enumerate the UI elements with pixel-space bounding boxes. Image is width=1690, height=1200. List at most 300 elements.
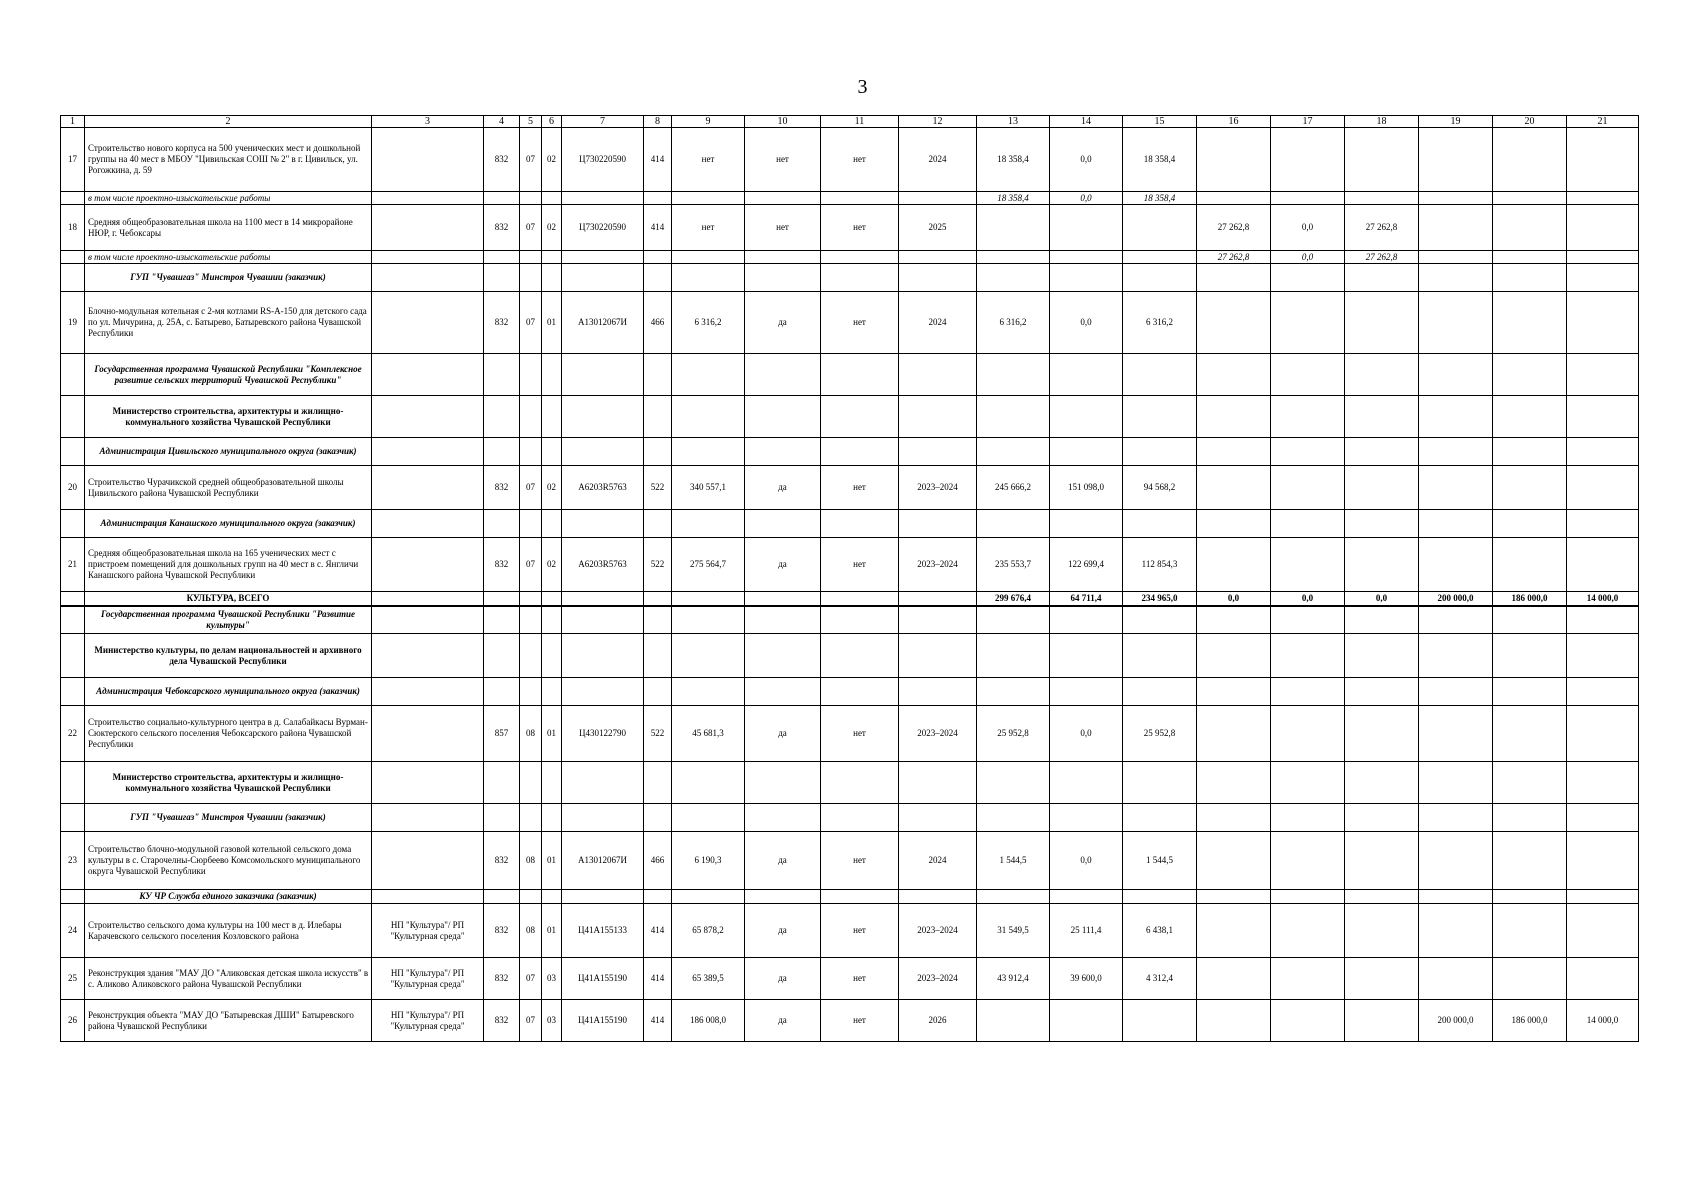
row-number [61, 890, 85, 904]
row-number: 19 [61, 292, 85, 354]
cell-col-4: 832 [484, 466, 520, 510]
row-number [61, 396, 85, 438]
cell-col-21 [1567, 292, 1639, 354]
cell-col-9 [672, 396, 745, 438]
cell-col-10: да [745, 904, 821, 958]
cell-col-20 [1493, 466, 1567, 510]
cell-col-4: 832 [484, 128, 520, 192]
cell-col-5 [520, 354, 542, 396]
cell-col-19 [1419, 904, 1493, 958]
cell-col-16 [1197, 354, 1271, 396]
cell-col-7 [562, 890, 644, 904]
cell-col-15: 25 952,8 [1123, 706, 1197, 762]
cell-col-8: 522 [644, 466, 672, 510]
cell-col-7 [562, 606, 644, 634]
cell-col-20 [1493, 678, 1567, 706]
cell-col-4 [484, 606, 520, 634]
group-label: Администрация Цивильского муниципального округа (заказчик) [85, 438, 372, 466]
cell-col-20 [1493, 804, 1567, 832]
cell-col-18 [1345, 904, 1419, 958]
cell-col-6 [542, 890, 562, 904]
cell-col-20 [1493, 606, 1567, 634]
including-label: в том числе проектно-изыскательские работы [85, 251, 372, 264]
cell-col-4 [484, 762, 520, 804]
cell-col-10: да [745, 832, 821, 890]
cell-col-13 [977, 205, 1050, 251]
cell-col-5 [520, 890, 542, 904]
cell-col-16 [1197, 438, 1271, 466]
cell-col-4 [484, 396, 520, 438]
cell-col-7 [562, 592, 644, 606]
table-row [61, 292, 1639, 354]
cell-col-6 [542, 762, 562, 804]
cell-col-3 [372, 192, 484, 205]
cell-col-6 [542, 354, 562, 396]
cell-col-5 [520, 634, 542, 678]
national-project [372, 706, 484, 762]
row-number [61, 438, 85, 466]
cell-col-6 [542, 251, 562, 264]
cell-col-6 [542, 592, 562, 606]
cell-col-7 [562, 804, 644, 832]
cell-col-20 [1493, 264, 1567, 292]
column-header-11: 11 [821, 116, 899, 128]
cell-col-8 [644, 354, 672, 396]
cell-col-18: 27 262,8 [1345, 205, 1419, 251]
cell-col-11 [821, 438, 899, 466]
national-project: НП "Культура"/ РП "Культурная среда" [372, 904, 484, 958]
cell-col-13: 235 553,7 [977, 538, 1050, 592]
cell-col-15 [1123, 354, 1197, 396]
header-row [61, 116, 1639, 128]
including-label: в том числе проектно-изыскательские работы [85, 192, 372, 205]
column-header-17: 17 [1271, 116, 1345, 128]
row-number [61, 634, 85, 678]
cell-col-7: А6203R5763 [562, 538, 644, 592]
cell-col-19 [1419, 958, 1493, 1000]
cell-col-21 [1567, 354, 1639, 396]
row-number: 17 [61, 128, 85, 192]
cell-col-6 [542, 634, 562, 678]
column-header-20: 20 [1493, 116, 1567, 128]
cell-col-18 [1345, 538, 1419, 592]
cell-col-14 [1050, 606, 1123, 634]
cell-col-12 [899, 890, 977, 904]
investment-table [60, 115, 1639, 1042]
cell-col-12: 2024 [899, 128, 977, 192]
cell-col-12 [899, 396, 977, 438]
cell-col-3 [372, 592, 484, 606]
cell-col-17 [1271, 678, 1345, 706]
cell-col-13: 31 549,5 [977, 904, 1050, 958]
cell-col-6: 01 [542, 706, 562, 762]
cell-col-13 [977, 354, 1050, 396]
cell-col-14 [1050, 678, 1123, 706]
row-number [61, 606, 85, 634]
column-header-7: 7 [562, 116, 644, 128]
group-label: ГУП "Чувашгаз" Минстроя Чувашии (заказчик) [85, 804, 372, 832]
cell-col-12 [899, 264, 977, 292]
cell-col-12: 2024 [899, 292, 977, 354]
cell-col-10 [745, 592, 821, 606]
cell-col-11 [821, 606, 899, 634]
cell-col-16 [1197, 192, 1271, 205]
cell-col-17 [1271, 1000, 1345, 1042]
cell-col-13: 1 544,5 [977, 832, 1050, 890]
national-project [372, 205, 484, 251]
cell-col-6: 01 [542, 292, 562, 354]
cell-col-4: 832 [484, 904, 520, 958]
cell-col-18: 27 262,8 [1345, 251, 1419, 264]
cell-col-9 [672, 510, 745, 538]
object-name: Строительство блочно-модульной газовой котельной сельского дома культуры в с. Старочелны-Сюрбеево Комсомольского муниципального округа Чувашской Республики [85, 832, 372, 890]
cell-col-16 [1197, 958, 1271, 1000]
cell-col-3 [372, 510, 484, 538]
cell-col-5 [520, 678, 542, 706]
cell-col-8 [644, 192, 672, 205]
cell-col-16 [1197, 396, 1271, 438]
column-header-21: 21 [1567, 116, 1639, 128]
cell-col-8: 414 [644, 904, 672, 958]
cell-col-14 [1050, 251, 1123, 264]
cell-col-13 [977, 634, 1050, 678]
cell-col-21 [1567, 706, 1639, 762]
cell-col-21 [1567, 890, 1639, 904]
cell-col-19 [1419, 128, 1493, 192]
cell-col-16 [1197, 292, 1271, 354]
cell-col-7 [562, 251, 644, 264]
cell-col-4 [484, 438, 520, 466]
cell-col-21 [1567, 678, 1639, 706]
cell-col-4 [484, 890, 520, 904]
cell-col-13: 6 316,2 [977, 292, 1050, 354]
cell-col-7 [562, 510, 644, 538]
cell-col-3 [372, 354, 484, 396]
cell-col-9 [672, 890, 745, 904]
cell-col-14 [1050, 510, 1123, 538]
cell-col-8 [644, 890, 672, 904]
cell-col-16 [1197, 606, 1271, 634]
cell-col-19 [1419, 678, 1493, 706]
cell-col-20 [1493, 904, 1567, 958]
cell-col-13: 245 666,2 [977, 466, 1050, 510]
row-number: 18 [61, 205, 85, 251]
cell-col-6: 03 [542, 1000, 562, 1042]
cell-col-13: 25 952,8 [977, 706, 1050, 762]
cell-col-6 [542, 396, 562, 438]
cell-col-9: нет [672, 128, 745, 192]
cell-col-17 [1271, 904, 1345, 958]
cell-col-15: 18 358,4 [1123, 128, 1197, 192]
cell-col-3 [372, 634, 484, 678]
cell-col-19 [1419, 804, 1493, 832]
cell-col-14: 122 699,4 [1050, 538, 1123, 592]
cell-col-21 [1567, 128, 1639, 192]
cell-col-14: 64 711,4 [1050, 592, 1123, 606]
object-name: Строительство сельского дома культуры на 100 мест в д. Илебары Карачевского сельского поселения Козловского района [85, 904, 372, 958]
table-row [61, 706, 1639, 762]
cell-col-6 [542, 678, 562, 706]
cell-col-19 [1419, 192, 1493, 205]
cell-col-16 [1197, 264, 1271, 292]
row-number [61, 762, 85, 804]
cell-col-16 [1197, 128, 1271, 192]
cell-col-15: 234 965,0 [1123, 592, 1197, 606]
group-header-row [61, 634, 1639, 678]
cell-col-16 [1197, 804, 1271, 832]
cell-col-13 [977, 890, 1050, 904]
table-row [61, 205, 1639, 251]
cell-col-9 [672, 438, 745, 466]
cell-col-3 [372, 606, 484, 634]
cell-col-19 [1419, 538, 1493, 592]
cell-col-14 [1050, 804, 1123, 832]
column-header-8: 8 [644, 116, 672, 128]
including-row [61, 251, 1639, 264]
cell-col-11: нет [821, 538, 899, 592]
cell-col-8 [644, 396, 672, 438]
cell-col-12: 2023–2024 [899, 958, 977, 1000]
cell-col-9 [672, 251, 745, 264]
cell-col-19 [1419, 832, 1493, 890]
cell-col-15 [1123, 438, 1197, 466]
cell-col-3 [372, 251, 484, 264]
cell-col-15 [1123, 396, 1197, 438]
cell-col-10 [745, 634, 821, 678]
object-name: Строительство нового корпуса на 500 ученических мест и дошкольной группы на 40 мест в МБОУ "Цивильская СОШ № 2" в г. Цивильск, ул. Рогожкина, д. 59 [85, 128, 372, 192]
group-header-row [61, 890, 1639, 904]
cell-col-16 [1197, 538, 1271, 592]
cell-col-5 [520, 192, 542, 205]
object-name: Реконструкция объекта "МАУ ДО "Батыревская ДШИ" Батыревского района Чувашской Республики [85, 1000, 372, 1042]
cell-col-12: 2023–2024 [899, 466, 977, 510]
cell-col-3 [372, 678, 484, 706]
cell-col-6 [542, 804, 562, 832]
object-name: Блочно-модульная котельная с 2-мя котлами RS-A-150 для детского сада по ул. Мичурина, д. 25А, с. Батырево, Батыревского района Чувашской Республики [85, 292, 372, 354]
cell-col-18 [1345, 128, 1419, 192]
cell-col-10 [745, 438, 821, 466]
column-header-5: 5 [520, 116, 542, 128]
cell-col-16: 27 262,8 [1197, 205, 1271, 251]
cell-col-8 [644, 592, 672, 606]
cell-col-10 [745, 762, 821, 804]
cell-col-17 [1271, 804, 1345, 832]
cell-col-5: 07 [520, 205, 542, 251]
national-project [372, 466, 484, 510]
cell-col-11: нет [821, 1000, 899, 1042]
cell-col-13 [977, 510, 1050, 538]
cell-col-4 [484, 251, 520, 264]
cell-col-6 [542, 192, 562, 205]
cell-col-11 [821, 804, 899, 832]
group-label: Министерство строительства, архитектуры и жилищно-коммунального хозяйства Чувашской Республики [85, 762, 372, 804]
cell-col-20: 186 000,0 [1493, 592, 1567, 606]
cell-col-4 [484, 678, 520, 706]
cell-col-19: 200 000,0 [1419, 592, 1493, 606]
cell-col-19 [1419, 510, 1493, 538]
row-number [61, 264, 85, 292]
cell-col-20 [1493, 538, 1567, 592]
cell-col-5 [520, 264, 542, 292]
row-number [61, 804, 85, 832]
cell-col-15 [1123, 890, 1197, 904]
cell-col-6: 03 [542, 958, 562, 1000]
cell-col-9: 65 389,5 [672, 958, 745, 1000]
object-name: Средняя общеобразовательная школа на 165 ученических мест с пристроем помещений для дошкольных групп на 40 мест в с. Янгличи Канашского района Чувашской Республики [85, 538, 372, 592]
cell-col-14 [1050, 438, 1123, 466]
cell-col-17: 0,0 [1271, 205, 1345, 251]
cell-col-10 [745, 510, 821, 538]
cell-col-15 [1123, 762, 1197, 804]
cell-col-7 [562, 396, 644, 438]
cell-col-21 [1567, 804, 1639, 832]
row-number [61, 678, 85, 706]
cell-col-20 [1493, 192, 1567, 205]
cell-col-18 [1345, 354, 1419, 396]
cell-col-19 [1419, 354, 1493, 396]
cell-col-3 [372, 762, 484, 804]
cell-col-16 [1197, 1000, 1271, 1042]
cell-col-14 [1050, 354, 1123, 396]
cell-col-17 [1271, 538, 1345, 592]
group-header-row [61, 264, 1639, 292]
cell-col-10: да [745, 706, 821, 762]
cell-col-10: нет [745, 128, 821, 192]
cell-col-13: 299 676,4 [977, 592, 1050, 606]
cell-col-17 [1271, 466, 1345, 510]
cell-col-9 [672, 762, 745, 804]
cell-col-6: 01 [542, 832, 562, 890]
cell-col-5: 07 [520, 128, 542, 192]
cell-col-3 [372, 396, 484, 438]
cell-col-4: 857 [484, 706, 520, 762]
cell-col-15: 4 312,4 [1123, 958, 1197, 1000]
cell-col-21 [1567, 264, 1639, 292]
cell-col-21 [1567, 396, 1639, 438]
cell-col-16: 0,0 [1197, 592, 1271, 606]
cell-col-4 [484, 354, 520, 396]
cell-col-8 [644, 264, 672, 292]
cell-col-5 [520, 804, 542, 832]
cell-col-12: 2023–2024 [899, 904, 977, 958]
cell-col-6 [542, 264, 562, 292]
cell-col-19 [1419, 634, 1493, 678]
row-number [61, 592, 85, 606]
cell-col-16 [1197, 904, 1271, 958]
cell-col-9: 6 316,2 [672, 292, 745, 354]
cell-col-19 [1419, 762, 1493, 804]
object-name: Реконструкция здания "МАУ ДО "Аликовская детская школа искусств" в с. Аликово Аликовского района Чувашской Республики [85, 958, 372, 1000]
cell-col-18 [1345, 292, 1419, 354]
cell-col-4 [484, 634, 520, 678]
object-name: Строительство Чурачикской средней общеобразовательной школы Цивильского района Чувашской Республики [85, 466, 372, 510]
cell-col-9 [672, 678, 745, 706]
cell-col-12 [899, 251, 977, 264]
cell-col-3 [372, 264, 484, 292]
cell-col-20 [1493, 205, 1567, 251]
cell-col-19 [1419, 606, 1493, 634]
cell-col-12 [899, 606, 977, 634]
cell-col-12: 2025 [899, 205, 977, 251]
national-project: НП "Культура"/ РП "Культурная среда" [372, 1000, 484, 1042]
cell-col-13: 18 358,4 [977, 192, 1050, 205]
cell-col-8: 466 [644, 832, 672, 890]
cell-col-21 [1567, 634, 1639, 678]
cell-col-8 [644, 678, 672, 706]
cell-col-18 [1345, 264, 1419, 292]
cell-col-3 [372, 438, 484, 466]
national-project [372, 292, 484, 354]
cell-col-10 [745, 804, 821, 832]
cell-col-5 [520, 251, 542, 264]
cell-col-17 [1271, 264, 1345, 292]
cell-col-19 [1419, 890, 1493, 904]
cell-col-19 [1419, 205, 1493, 251]
column-header-16: 16 [1197, 116, 1271, 128]
cell-col-15 [1123, 1000, 1197, 1042]
table-row [61, 958, 1639, 1000]
group-header-row [61, 438, 1639, 466]
column-header-1: 1 [61, 116, 85, 128]
cell-col-7 [562, 354, 644, 396]
cell-col-9 [672, 354, 745, 396]
cell-col-4 [484, 264, 520, 292]
national-project [372, 128, 484, 192]
cell-col-11 [821, 396, 899, 438]
cell-col-12 [899, 804, 977, 832]
cell-col-8: 414 [644, 128, 672, 192]
cell-col-18 [1345, 192, 1419, 205]
cell-col-9 [672, 192, 745, 205]
cell-col-5 [520, 510, 542, 538]
cell-col-4: 832 [484, 832, 520, 890]
cell-col-8 [644, 634, 672, 678]
cell-col-17 [1271, 890, 1345, 904]
object-name: Средняя общеобразовательная школа на 1100 мест в 14 микрорайоне НЮР, г. Чебоксары [85, 205, 372, 251]
cell-col-14 [1050, 762, 1123, 804]
cell-col-18 [1345, 606, 1419, 634]
cell-col-15: 18 358,4 [1123, 192, 1197, 205]
cell-col-15: 6 438,1 [1123, 904, 1197, 958]
row-number: 20 [61, 466, 85, 510]
cell-col-11 [821, 251, 899, 264]
cell-col-17 [1271, 292, 1345, 354]
column-header-13: 13 [977, 116, 1050, 128]
cell-col-21 [1567, 251, 1639, 264]
cell-col-7: Ц430122790 [562, 706, 644, 762]
national-project: НП "Культура"/ РП "Культурная среда" [372, 958, 484, 1000]
cell-col-12: 2023–2024 [899, 538, 977, 592]
cell-col-7: Ц730220590 [562, 205, 644, 251]
cell-col-9: нет [672, 205, 745, 251]
cell-col-5: 07 [520, 1000, 542, 1042]
cell-col-4: 832 [484, 538, 520, 592]
cell-col-7 [562, 264, 644, 292]
cell-col-12 [899, 762, 977, 804]
cell-col-12 [899, 438, 977, 466]
cell-col-10: да [745, 538, 821, 592]
row-number: 23 [61, 832, 85, 890]
cell-col-3 [372, 890, 484, 904]
cell-col-11 [821, 890, 899, 904]
group-header-row [61, 678, 1639, 706]
table-row [61, 466, 1639, 510]
cell-col-15: 6 316,2 [1123, 292, 1197, 354]
row-number [61, 251, 85, 264]
cell-col-16 [1197, 832, 1271, 890]
page-number: 3 [857, 76, 868, 98]
cell-col-8 [644, 251, 672, 264]
